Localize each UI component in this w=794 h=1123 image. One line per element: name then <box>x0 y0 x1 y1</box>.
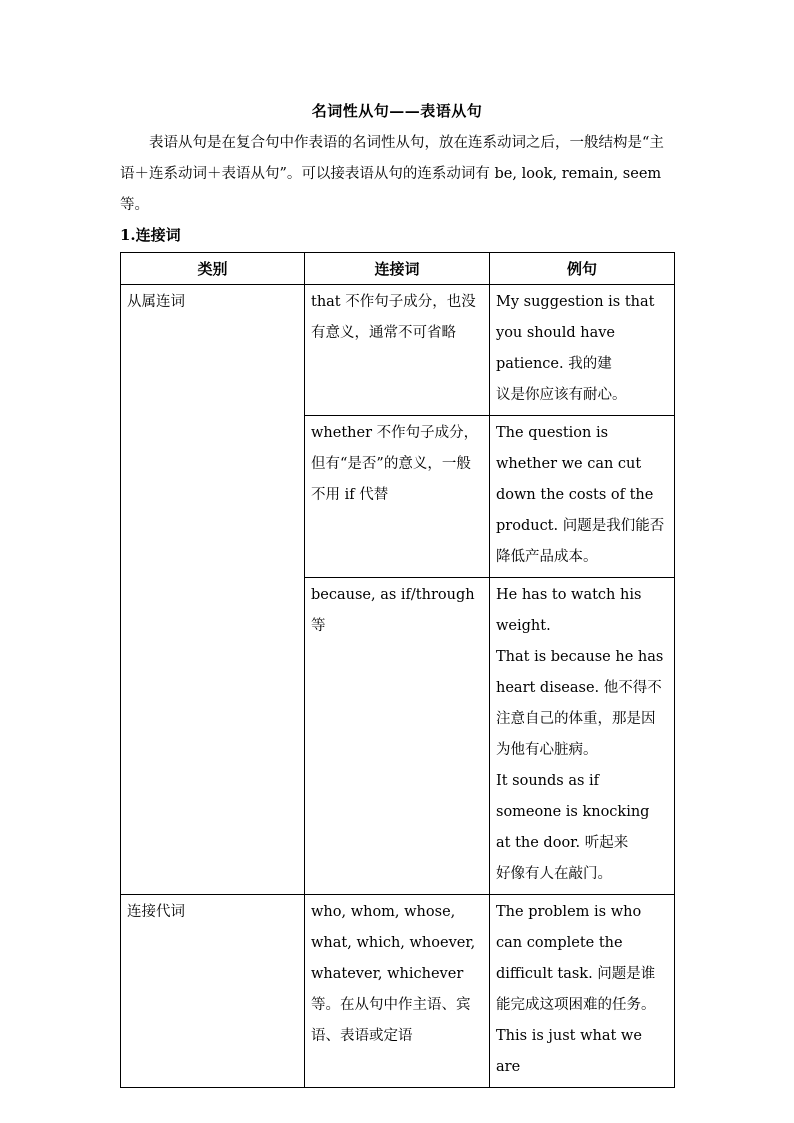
example-text: He has to watch his weight. <box>496 587 642 634</box>
example-cell <box>490 285 675 416</box>
header-category: 类别 <box>121 253 305 285</box>
example-text: 好像有人在敲门。 <box>496 866 612 882</box>
table-header-row <box>121 253 675 285</box>
header-conjunction: 连接词 <box>305 253 490 285</box>
category-cell: 从属连词 <box>121 285 305 895</box>
example-text: The question is whether we can cut down the costs of the product. 问题是我们能否降低产品成本。 <box>496 425 665 565</box>
example-text: The problem is who can complete the difficult task. 问题是谁能完成这项困难的任务。 <box>496 904 656 1013</box>
example-cell <box>490 416 675 578</box>
document-title: 名词性从句——表语从句 <box>311 102 483 120</box>
example-text: It sounds as if someone is knocking at the door. 听起来 <box>496 773 650 851</box>
conjunction-table <box>120 252 675 1088</box>
example-text: This is just what we are <box>496 1028 642 1075</box>
table-row <box>121 285 675 416</box>
category-cell: 连接代词 <box>121 895 305 1088</box>
example-text: That is because he has heart disease. 他不得不注意自己的体重，那是因为他有心脏病。 <box>496 649 664 758</box>
section-heading: 1.连接词 <box>120 226 181 244</box>
example-cell <box>490 895 675 1088</box>
intro-paragraph: 表语从句是在复合句中作表语的名词性从句，放在连系动词之后，一般结构是“主语＋连系动词＋表语从句”。可以接表语从句的连系动词有 be, look, remain, seem 等。 <box>120 135 664 213</box>
example-text: 议是你应该有耐心。 <box>496 387 627 403</box>
conjunction-cell: because, as if/through 等 <box>305 578 490 895</box>
conjunction-cell: that 不作句子成分，也没有意义，通常不可省略 <box>305 285 490 416</box>
table-row <box>121 895 675 1088</box>
example-cell <box>490 578 675 895</box>
conjunction-cell: whether 不作句子成分，但有“是否”的意义，一般不用 if 代替 <box>305 416 490 578</box>
example-text: My suggestion is that you should have patience. 我的建 <box>496 294 655 372</box>
header-example: 例句 <box>490 253 675 285</box>
conjunction-cell: who, whom, whose, what, which, whoever, whatever, whichever 等。在从句中作主语、宾语、表语或定语 <box>305 895 490 1088</box>
